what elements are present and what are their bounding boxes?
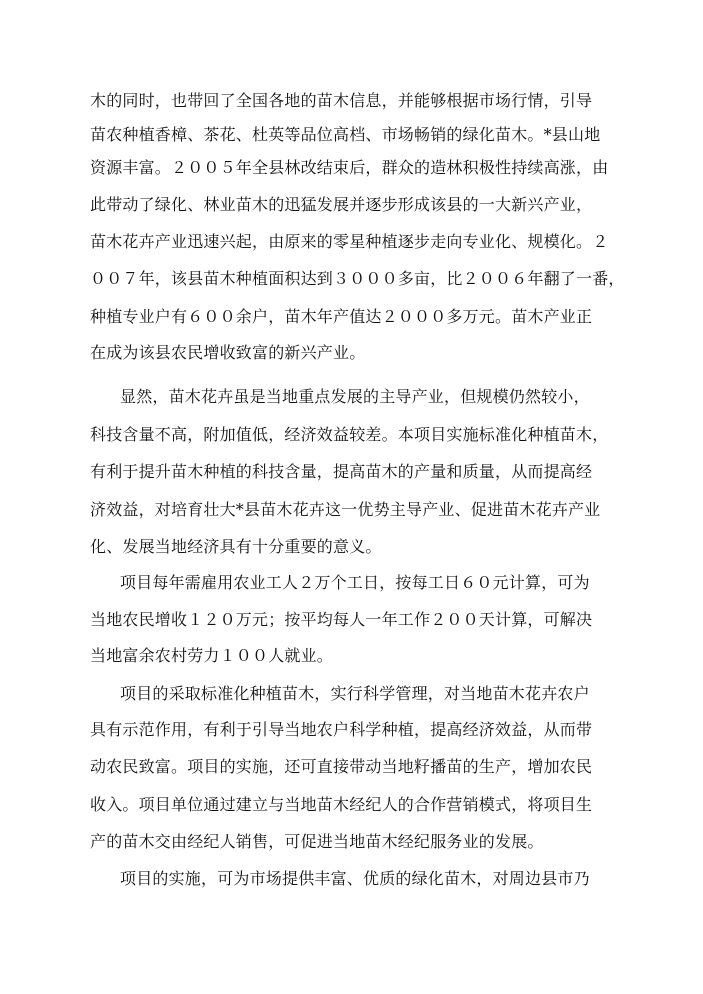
text-line: 项目的实施，可为市场提供丰富、优质的绿化苗木，对周边县市乃 [120,869,590,888]
text-line: 当地富余农村劳力１００人就业。 [90,646,334,665]
text-line: 动农民致富。项目的实施，还可直接带动当地籽播苗的生产，增加农民 [90,757,593,776]
text-line: 苗农种植香樟、茶花、杜英等品位高档、市场畅销的绿化苗木。*县山地 [90,125,601,144]
text-line: 苗木花卉产业迅速兴起，由原来的零星种植逐步走向专业化、规模化。２ [90,232,609,251]
text-line: 项目的采取标准化种植苗木，实行科学管理，对当地苗木花卉农户 [120,684,590,703]
text-line: 具有示范作用，有利于引导当地农户科学种植，提高经济效益，从而带 [90,720,593,739]
text-line: 种植专业户有６００余户，苗木年产值达２０００多万元。苗木产业正 [90,307,593,326]
text-line: 有利于提升苗木种植的科技含量，提高苗木的产量和质量，从而提高经 [90,462,593,481]
text-line: 科技含量不高，附加值低，经济效益较差。本项目实施标准化种植苗木， [90,425,609,444]
text-line: ００７年，该县苗木种植面积达到３０００多亩，比２００６年翻了一番， [90,269,625,288]
text-line: 化、发展当地经济具有十分重要的意义。 [90,537,382,556]
text-line: 此带动了绿化、林业苗木的迅猛发展并逐步形成该县的一大新兴产业， [90,195,593,214]
text-line: 济效益，对培育壮大*县苗木花卉这一优势主导产业、促进苗木花卉产业 [90,500,601,519]
text-line: 资源丰富。２００５年全县林改结束后，群众的造林积极性持续高涨，由 [90,158,609,177]
text-line: 项目每年需雇用农业工人２万个工日，按每工日６０元计算，可为 [120,573,590,592]
text-line: 收入。项目单位通过建立与当地苗木经纪人的合作营销模式，将项目生 [90,795,593,814]
text-line: 木的同时，也带回了全国各地的苗木信息，并能够根据市场行情，引导 [90,91,593,110]
text-line: 在成为该县农民增收致富的新兴产业。 [90,343,366,362]
text-line: 产的苗木交由经纪人销售，可促进当地苗木经纪服务业的发展。 [90,832,544,851]
text-line: 显然，苗木花卉虽是当地重点发展的主导产业，但规模仍然较小， [120,387,590,406]
text-line: 当地农民增收１２０万元；按平均每人一年工作２００天计算，可解决 [90,610,593,629]
